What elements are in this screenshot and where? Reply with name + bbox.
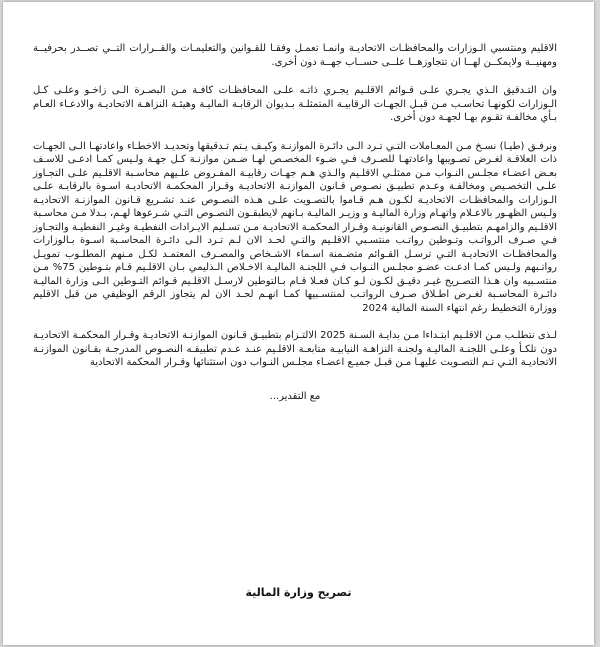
- paragraph-2: وان التـدقيق الـذي يجـري علـى قـوائم الاقلـيم يجـري ذاتـه علـى المحافظـات كافـة مـن البصـرة الـى زاخـو وعلـى كـل الـوزارات لكونهـا تحاسـب مـن قبـل الجهـات الرقابيـة المتمثلـة بـديوان الرقابـة الماليـة وهيئـة النزاهـة الاتحاديـة والادعـاء العـام بـأي مخالفـة تقـوم بهـا لجهـة دون أخرى.: [33, 85, 557, 123]
- closing-line: مع التقدير...: [269, 390, 321, 402]
- paragraph-1: الاقليم ومنتسبي الـوزارات والمحافظـات الاتحاديـة وانمـا تعمـل وفقـا للقـوانين والتعليمـات والقــرارات التــي تصــدر بحرفيــة ومهنيــة ولايمكــن لهــا ان تتجاوزهــا علــى حســاب جهــة دون أخرى.: [33, 43, 557, 68]
- document-page: [3, 2, 594, 645]
- paragraph-4: لـذى نتطلـب مـن الاقلـيم ابتـداءا مـن بدايـة السـنة 2025 الالتـزام بتطبيـق قـانون الموازنـة الاتحاديـة وقـرار المحكمـة الاتحاديـة دون تلكـأ وعلـى اللجنـة الماليـة ولجنـة النزاهـة النيابيـة متابعـة الاقلـيم عنـد عـدم تطبيقـه النصـوص المدرجـة بقـانون الموازنـة الاتحاديـة التـي تـم التصـويت عليهـا مـن قبـل جميـع اعضـاء مجلـس النـواب دون استثنائها وقـرار المحكمة الاتحادية: [33, 330, 557, 368]
- document-body: [33, 42, 557, 403]
- signature-title: تصريح وزارة المالية: [245, 586, 352, 599]
- paragraph-3: ونرفـق (طيـا) نسـخ مـن المعـاملات التـي تـرد الـى دائـرة الموازنـة وكيـف يـتم تـدقيقها وتحديـد الاخطـاء واعادتهـا الـى الجهـات ذات العلاقـة لغـرض تصـويبها واعادتهـا للصـرف فـي ضـوء المخصـص لهـا ضـمن موازنـة كـل جهـة ولـيس كمـا ادعـى للاسـف بعـض اعضـاء مجلـس النـواب مـن ممثلـي الاقلـيم والـذي هـم جهـات رقابيـة المفـروض علـيهم محاسـبة الاقلـيم علـى التجـاوز علـى التخصـيص ومخالفـة وعـدم تطبيـق نصـوص قـانون الموازنـة الاتحاديـة وقـرار المحكمـة الاتحاديـة اسـوة بالرقابـة علـى الـوزارات والمحافظـات الاتحاديـة لكـون هـم قـاموا بالتصـويت علـى هـذه النصـوص عنـد تشـريع قـانون الموازنـة الاتحاديـة ولـيس الظهـور بالاعـلام واتهـام وزارة الماليـة و وزيـر الماليـة بـانهم لايطبقـون النصـوص التـي شـرعوها لهـم، بـدلا مـن محاسـبة الاقلـيم والزامهـم بتطبيـق النصـوص القانونيـة وقـرار المحكمـة الاتحاديـة مـن تسـليم الايـرادات النفطيـة وغيـر النفطيـة والتجـاوز فـي صـرف الرواتـب وتـوطين رواتـب منتسـبي الاقلـيم والتـي لحـد الان لـم تـرد الـى دائـرة المحاسـبة اسـوة بـالوزارات والمحافظـات الاتحاديـة التـي ترسـل القـوائم متضـمنة اسـماء الاشـخاص والمصـرف المعتمـد لكـل مـنهم المطلـوب تمويـل رواتـبهم ولـيس كمـا ادعـت عضـو مجلـس النـواب فـي اللجنـة الماليـة الاخـلاص الـذليمي بـان الاقلـيم قـام بتـوطين 75% مـن منتسـبيه وان هـذا التصـريح غيـر دقيـق لكـون لـو كـان فعـلا قـام بـالتوطين لارسـل الاقلـيم قـوائم التـوطين الـى وزارة الماليـة دائـرة المحاسـبة لغـرض اطـلاق صـرف الرواتـب لمنتسـبيها كمـا انهـم لحـد الان لم يتجاوز الرقم الوظيفي من قبل الاقليم ووزارة التخطيط رغم انتهاء السنة المالية 2024: [33, 140, 557, 314]
